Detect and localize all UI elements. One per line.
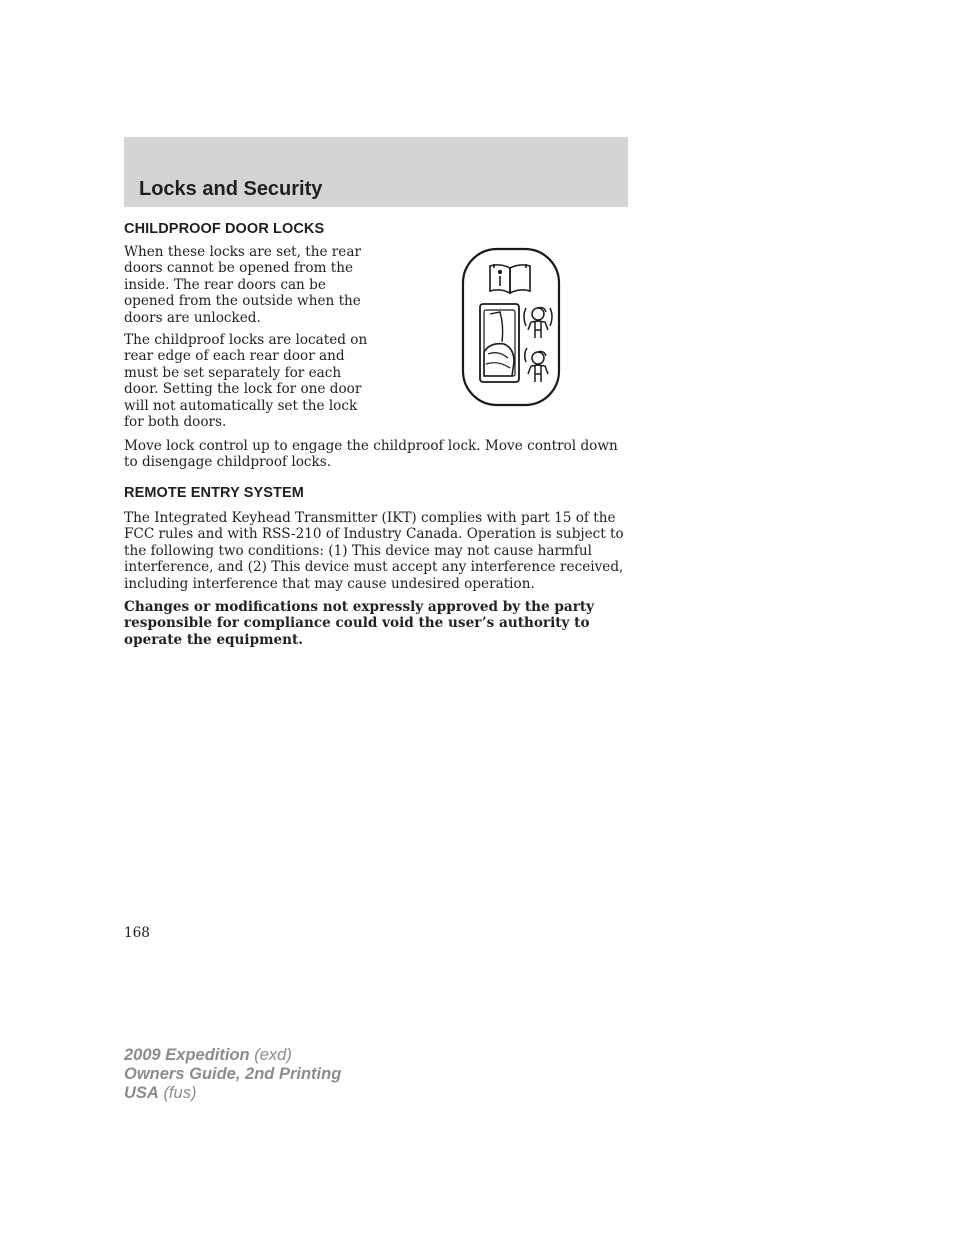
page-number: 168: [124, 925, 150, 941]
childproof-paragraph-1: When these locks are set, the rear doors cannot be opened from the inside. The rear doors can be opened from the outside when the doors are unlocked.: [124, 244, 361, 326]
childproof-lock-illustration: [460, 246, 562, 408]
footer-line-1: [124, 1046, 341, 1065]
footer-line-2: [124, 1065, 341, 1084]
childproof-paragraph-2: The childproof locks are located on rear edge of each rear door and must be set separately for each door. Setting the lock for one door will not automatically set the lock for both doors.: [124, 332, 368, 431]
section-title: Locks and Security: [139, 178, 323, 200]
footer-market: USA: [124, 1084, 159, 1102]
document-footer: [124, 1046, 341, 1103]
childproof-paragraph-3: Move lock control up to engage the childproof lock. Move control down to disengage childproof locks.: [124, 438, 618, 471]
remote-entry-paragraph-1: The Integrated Keyhead Transmitter (IKT) complies with part 15 of the FCC rules and with RSS-210 of Industry Canada. Operation is subject to the following two conditions: (1) This device may not cause harmful interference, and (2) This device must accept any interference received, including interference that may cause undesired operation.: [124, 510, 624, 592]
heading-remote-entry-system: REMOTE ENTRY SYSTEM: [124, 485, 304, 501]
heading-childproof-door-locks: CHILDPROOF DOOR LOCKS: [124, 221, 325, 237]
footer-line-3: [124, 1084, 341, 1103]
footer-model: 2009 Expedition: [124, 1046, 250, 1064]
footer-printing: Owners Guide, 2nd Printing: [124, 1065, 342, 1083]
remote-entry-warning: Changes or modifications not expressly approved by the party responsible for compliance could void the user’s authority to operate the equipment.: [124, 599, 595, 648]
footer-model-code: (exd): [254, 1046, 292, 1064]
section-header-band: [124, 137, 628, 207]
footer-market-code: (fus): [163, 1084, 197, 1102]
